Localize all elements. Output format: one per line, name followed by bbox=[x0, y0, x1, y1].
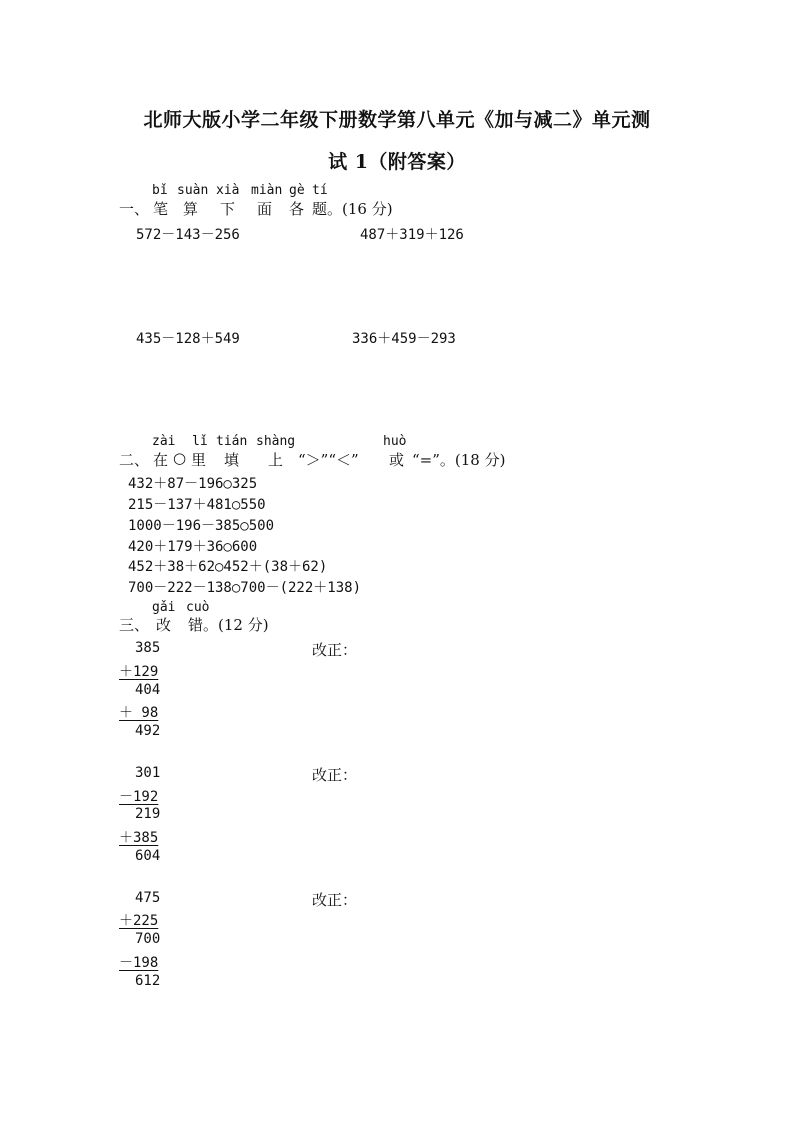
section-2-heading-tail: “=”。(18 分) bbox=[412, 451, 506, 469]
fix-2-line-5: 604 bbox=[135, 848, 161, 864]
section-2-circle: ○ bbox=[173, 449, 187, 467]
fix-1-line-5: 492 bbox=[135, 723, 161, 739]
section-2-number: 二、 bbox=[119, 451, 150, 469]
pinyin-zai: zài bbox=[152, 434, 176, 449]
fix-3-line-2: ＋225 bbox=[119, 913, 159, 929]
pinyin-tian: tián bbox=[216, 434, 248, 449]
fix-3-line-4: －198 bbox=[119, 955, 159, 971]
pinyin-bi: bǐ bbox=[152, 183, 168, 198]
section-1-number: 一、 bbox=[119, 200, 150, 218]
fix-2-line-4: ＋385 bbox=[119, 830, 159, 846]
page-title-line-1: 北师大版小学二年级下册数学第八单元《加与减二》单元测 bbox=[143, 109, 651, 131]
problem-1-4: 336＋459－293 bbox=[352, 331, 456, 347]
fix-1-line-3: 404 bbox=[135, 682, 161, 698]
fix-2-correct-label: 改正： bbox=[312, 766, 358, 784]
pinyin-ge: gè bbox=[289, 183, 305, 198]
problem-1-3: 435－128＋549 bbox=[136, 331, 240, 347]
section-1-char-ge: 各 bbox=[289, 200, 305, 218]
section-3-char-gai: 改 bbox=[156, 616, 172, 634]
section-1-char-ti: 题 bbox=[312, 200, 328, 218]
compare-item-3: 1000－196－385○500 bbox=[128, 518, 275, 534]
fix-2-line-1: 301 bbox=[135, 765, 161, 781]
fix-1-correct-label: 改正： bbox=[312, 641, 358, 659]
section-1-char-bi: 笔 bbox=[153, 200, 169, 218]
section-1-heading-tail bbox=[312, 198, 393, 219]
pinyin-huo: huò bbox=[383, 434, 407, 449]
section-2-char-tian: 填 bbox=[224, 451, 240, 469]
section-1-char-suan: 算 bbox=[183, 200, 199, 218]
problem-1-1: 572－143－256 bbox=[136, 227, 240, 243]
pinyin-gai: gǎi bbox=[152, 600, 176, 615]
fix-2-line-3: 219 bbox=[135, 806, 161, 822]
compare-item-1: 432＋87－196○325 bbox=[128, 476, 258, 492]
fix-2-line-2: －192 bbox=[119, 789, 159, 805]
section-2-char-li: 里 bbox=[191, 451, 207, 469]
fix-1-line-1: 385 bbox=[135, 640, 161, 656]
section-2-char-shang: 上 bbox=[268, 451, 284, 469]
section-1-char-xia: 下 bbox=[220, 200, 236, 218]
pinyin-shang: shàng bbox=[256, 434, 296, 449]
fix-3-line-1: 475 bbox=[135, 890, 161, 906]
section-1-char-mian: 面 bbox=[257, 200, 273, 218]
compare-item-6: 700－222－138○700－(222＋138) bbox=[128, 580, 362, 596]
pinyin-li: lǐ bbox=[192, 434, 208, 449]
section-2-char-zai: 在 bbox=[153, 451, 169, 469]
compare-item-2: 215－137＋481○550 bbox=[128, 497, 266, 513]
pinyin-ti: tí bbox=[312, 183, 328, 198]
fix-3-correct-label: 改正： bbox=[312, 891, 358, 909]
compare-item-4: 420＋179＋36○600 bbox=[128, 539, 258, 555]
section-3-number: 三、 bbox=[119, 616, 150, 634]
section-3-heading-tail bbox=[188, 614, 269, 635]
page-title-line-2: 试 1（附答案） bbox=[328, 151, 466, 173]
section-2-compare-symbols: “＞”“＜” bbox=[298, 451, 359, 469]
section-3-char-cuo: 错 bbox=[188, 616, 204, 634]
problem-1-2: 487＋319＋126 bbox=[360, 227, 464, 243]
section-1-points: 。(16 分) bbox=[327, 200, 393, 218]
pinyin-cuo: cuò bbox=[186, 600, 210, 615]
compare-item-5: 452＋38＋62○452＋(38＋62) bbox=[128, 559, 328, 575]
section-2-char-huo: 或 bbox=[389, 451, 405, 469]
fix-1-line-2: ＋129 bbox=[119, 664, 159, 680]
fix-1-line-4: ＋ 98 bbox=[119, 705, 159, 721]
fix-3-line-3: 700 bbox=[135, 931, 161, 947]
section-3-points: 。(12 分) bbox=[203, 616, 269, 634]
pinyin-xia: xià bbox=[216, 183, 240, 198]
pinyin-suan: suàn bbox=[177, 183, 209, 198]
pinyin-mian: miàn bbox=[251, 183, 283, 198]
fix-3-line-5: 612 bbox=[135, 973, 161, 989]
